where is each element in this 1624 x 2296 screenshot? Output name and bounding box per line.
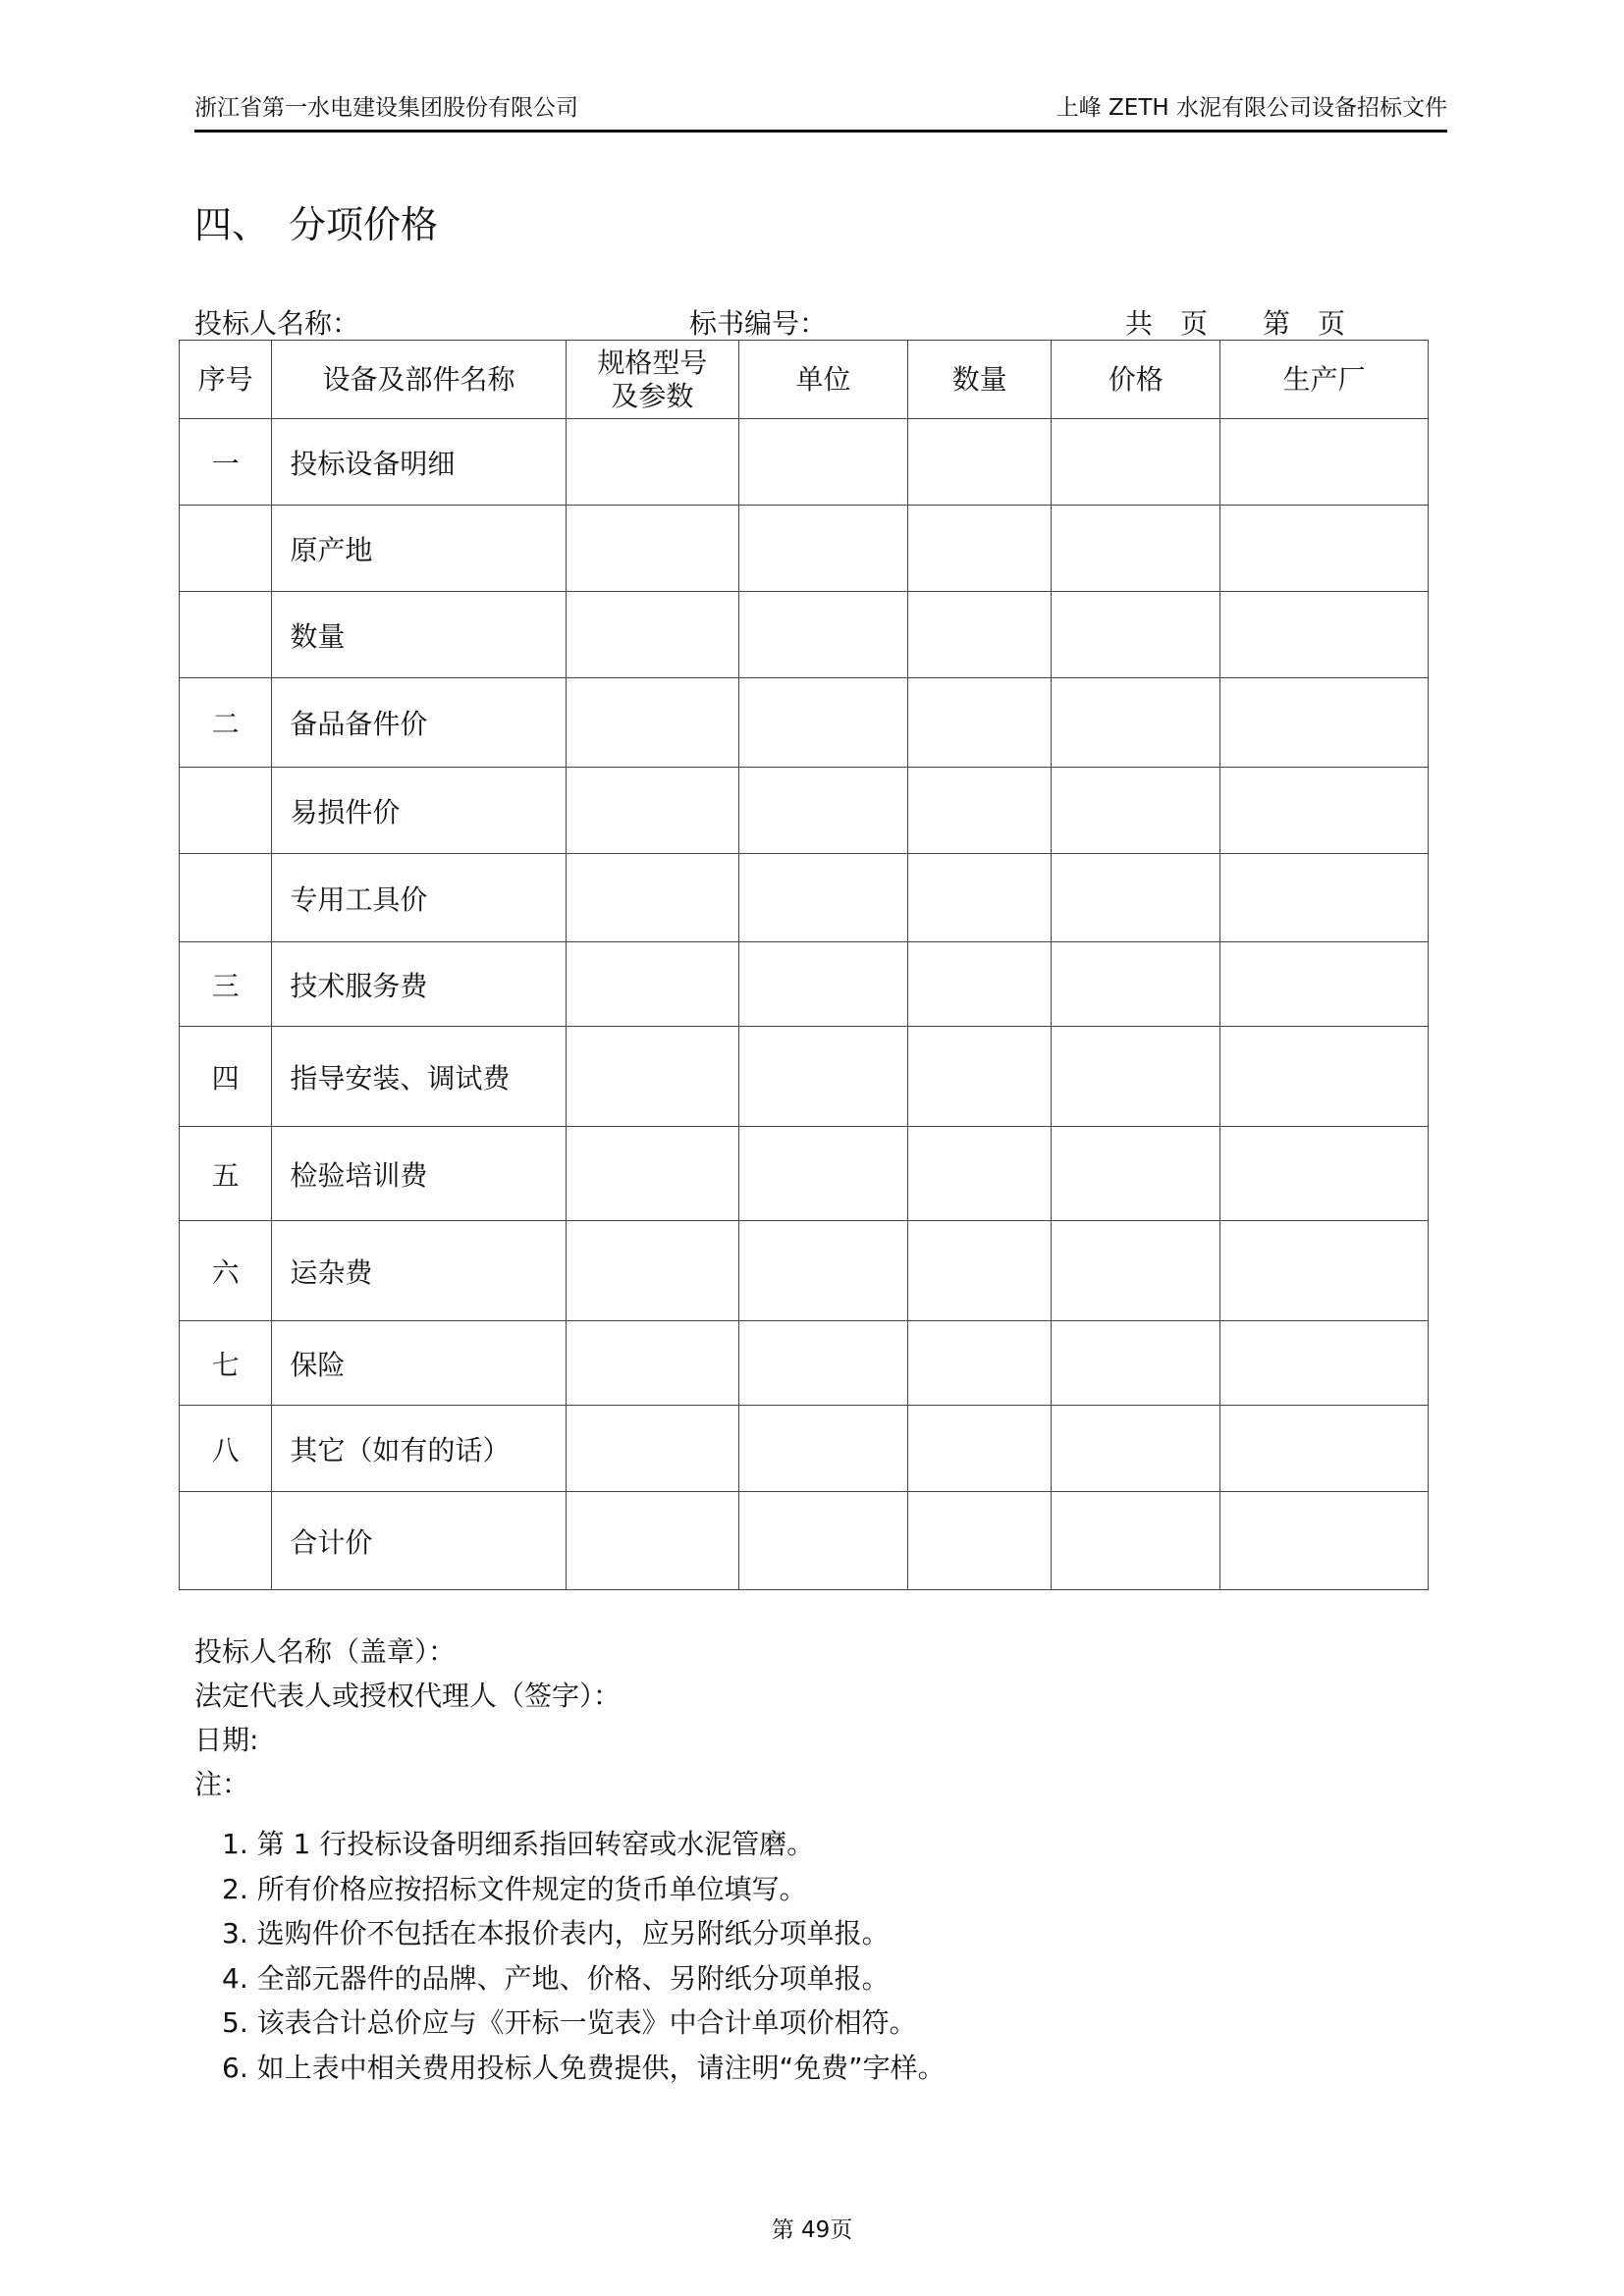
cell-unit[interactable]: [739, 1127, 908, 1221]
cell-quantity[interactable]: [907, 592, 1052, 678]
table-row: [180, 1127, 1429, 1221]
row-number: 六: [180, 1221, 272, 1321]
cell-spec[interactable]: [566, 419, 739, 506]
cell-spec[interactable]: [566, 1321, 739, 1406]
notes-list: [222, 1822, 946, 2090]
row-item-name: 检验培训费: [272, 1127, 566, 1221]
cell-price[interactable]: [1052, 768, 1220, 854]
col-header-price: 价格: [1052, 341, 1220, 419]
cell-price[interactable]: [1052, 506, 1220, 592]
row-number: 五: [180, 1127, 272, 1221]
row-number: [180, 592, 272, 678]
cell-manufacturer[interactable]: [1220, 1321, 1429, 1406]
bid-number-label: 标书编号：: [689, 307, 828, 340]
note-item: 2. 所有价格应按招标文件规定的货币单位填写。: [222, 1872, 807, 1905]
row-item-name: 数量: [272, 592, 566, 678]
table-row: [180, 506, 1429, 592]
cell-quantity[interactable]: [907, 1027, 1052, 1127]
row-number: [180, 506, 272, 592]
col-header-manufacturer: 生产厂: [1220, 341, 1429, 419]
page-count-label: 共 页 第 页: [1125, 307, 1346, 340]
row-item-name: 技术服务费: [272, 942, 566, 1027]
row-item-name: 专用工具价: [272, 854, 566, 942]
section-number: 四、: [194, 203, 270, 246]
table-header-row: [180, 341, 1429, 419]
cell-price[interactable]: [1052, 1221, 1220, 1321]
cell-price[interactable]: [1052, 1127, 1220, 1221]
representative-signature-label: 法定代表人或授权代理人（签字）：: [194, 1680, 622, 1712]
row-number: 三: [180, 942, 272, 1027]
cell-price[interactable]: [1052, 1321, 1220, 1406]
note-item: 5. 该表合计总价应与《开标一览表》中合计单项价相符。: [222, 2006, 917, 2039]
cell-unit[interactable]: [739, 419, 908, 506]
section-title: 分项价格: [289, 203, 439, 246]
table-row: [180, 1321, 1429, 1406]
page-number: 第 49页: [771, 2217, 853, 2243]
cell-manufacturer[interactable]: [1220, 592, 1429, 678]
cell-manufacturer[interactable]: [1220, 1221, 1429, 1321]
table-row: [180, 678, 1429, 768]
row-item-name: 保险: [272, 1321, 566, 1406]
cell-spec[interactable]: [566, 1027, 739, 1127]
cell-unit[interactable]: [739, 1321, 908, 1406]
cell-spec[interactable]: [566, 942, 739, 1027]
cell-spec[interactable]: [566, 1492, 739, 1590]
note-item: 1. 第 1 行投标设备明细系指回转窑或水泥管磨。: [222, 1828, 815, 1860]
cell-quantity[interactable]: [907, 506, 1052, 592]
cell-spec[interactable]: [566, 1221, 739, 1321]
note-item: 4. 全部元器件的品牌、产地、价格、另附纸分项单报。: [222, 1961, 890, 1995]
cell-spec[interactable]: [566, 506, 739, 592]
table-row: [180, 942, 1429, 1027]
bidder-name-label: 投标人名称：: [194, 307, 360, 340]
cell-quantity[interactable]: [907, 1406, 1052, 1492]
row-item-name: 易损件价: [272, 768, 566, 854]
cell-spec[interactable]: [566, 1127, 739, 1221]
cell-manufacturer[interactable]: [1220, 942, 1429, 1027]
row-item-name: 指导安装、调试费: [272, 1027, 566, 1127]
cell-unit[interactable]: [739, 1221, 908, 1321]
cell-unit[interactable]: [739, 1027, 908, 1127]
col-header-spec: 规格型号 及参数: [566, 341, 739, 419]
cell-quantity[interactable]: [907, 678, 1052, 768]
table-row: [180, 592, 1429, 678]
row-number: 七: [180, 1321, 272, 1406]
cell-manufacturer[interactable]: [1220, 1406, 1429, 1492]
section-heading: [194, 194, 438, 248]
cell-unit[interactable]: [739, 1406, 908, 1492]
row-number: 二: [180, 678, 272, 768]
cell-unit[interactable]: [739, 506, 908, 592]
notes-label: 注：: [194, 1768, 250, 1800]
cell-spec[interactable]: [566, 768, 739, 854]
col-header-unit: 单位: [739, 341, 908, 419]
cell-spec[interactable]: [566, 592, 739, 678]
cell-manufacturer[interactable]: [1220, 854, 1429, 942]
cell-price[interactable]: [1052, 1492, 1220, 1590]
cell-quantity[interactable]: [907, 854, 1052, 942]
cell-manufacturer[interactable]: [1220, 678, 1429, 768]
row-number: [180, 854, 272, 942]
itemized-price-table: [179, 340, 1429, 1590]
table-row-total: [180, 1492, 1429, 1590]
row-item-name: 原产地: [272, 506, 566, 592]
row-item-name: 投标设备明细: [272, 419, 566, 506]
cell-spec[interactable]: [566, 678, 739, 768]
bidder-seal-label: 投标人名称（盖章）：: [194, 1635, 457, 1668]
col-header-quantity: 数量: [907, 341, 1052, 419]
row-item-name: 其它（如有的话）: [272, 1406, 566, 1492]
cell-manufacturer[interactable]: [1220, 419, 1429, 506]
cell-quantity[interactable]: [907, 419, 1052, 506]
note-item: 6. 如上表中相关费用投标人免费提供，请注明“免费”字样。: [222, 2051, 946, 2084]
row-number: 八: [180, 1406, 272, 1492]
table-row: [180, 854, 1429, 942]
cell-manufacturer[interactable]: [1220, 768, 1429, 854]
cell-manufacturer[interactable]: [1220, 506, 1429, 592]
note-item: 3. 选购件价不包括在本报价表内，应另附纸分项单报。: [222, 1917, 890, 1949]
cell-price[interactable]: [1052, 854, 1220, 942]
cell-quantity[interactable]: [907, 1321, 1052, 1406]
cell-price[interactable]: [1052, 1406, 1220, 1492]
cell-manufacturer[interactable]: [1220, 1492, 1429, 1590]
cell-unit[interactable]: [739, 854, 908, 942]
col-header-no: 序号: [180, 341, 272, 419]
row-number: [180, 1492, 272, 1590]
row-number: 一: [180, 419, 272, 506]
cell-spec[interactable]: [566, 1406, 739, 1492]
header-document-title: 上峰 ZETH 水泥有限公司设备招标文件: [1056, 95, 1447, 121]
cell-unit[interactable]: [739, 678, 908, 768]
row-number: 四: [180, 1027, 272, 1127]
cell-price[interactable]: [1052, 942, 1220, 1027]
cell-unit[interactable]: [739, 592, 908, 678]
cell-quantity[interactable]: [907, 1221, 1052, 1321]
row-number: [180, 768, 272, 854]
table-row: [180, 768, 1429, 854]
row-item-name: 运杂费: [272, 1221, 566, 1321]
cell-unit[interactable]: [739, 768, 908, 854]
signature-block: [194, 1629, 621, 1806]
cell-price[interactable]: [1052, 678, 1220, 768]
row-item-name: 备品备件价: [272, 678, 566, 768]
cell-quantity[interactable]: [907, 1127, 1052, 1221]
cell-price[interactable]: [1052, 1027, 1220, 1127]
col-header-name: 设备及部件名称: [272, 341, 566, 419]
table-row: [180, 419, 1429, 506]
cell-manufacturer[interactable]: [1220, 1127, 1429, 1221]
cell-spec[interactable]: [566, 854, 739, 942]
row-item-name: 合计价: [272, 1492, 566, 1590]
page-header: [194, 92, 1447, 133]
cell-quantity[interactable]: [907, 1492, 1052, 1590]
table-row: [180, 1406, 1429, 1492]
cell-quantity[interactable]: [907, 768, 1052, 854]
table-row: [180, 1221, 1429, 1321]
date-label: 日期:: [194, 1724, 259, 1756]
header-company: 浙江省第一水电建设集团股份有限公司: [194, 95, 578, 121]
bid-meta-line: [194, 302, 1373, 338]
cell-unit[interactable]: [739, 942, 908, 1027]
cell-unit[interactable]: [739, 1492, 908, 1590]
table-row: [180, 1027, 1429, 1127]
cell-price[interactable]: [1052, 592, 1220, 678]
cell-manufacturer[interactable]: [1220, 1027, 1429, 1127]
cell-price[interactable]: [1052, 419, 1220, 506]
cell-quantity[interactable]: [907, 942, 1052, 1027]
